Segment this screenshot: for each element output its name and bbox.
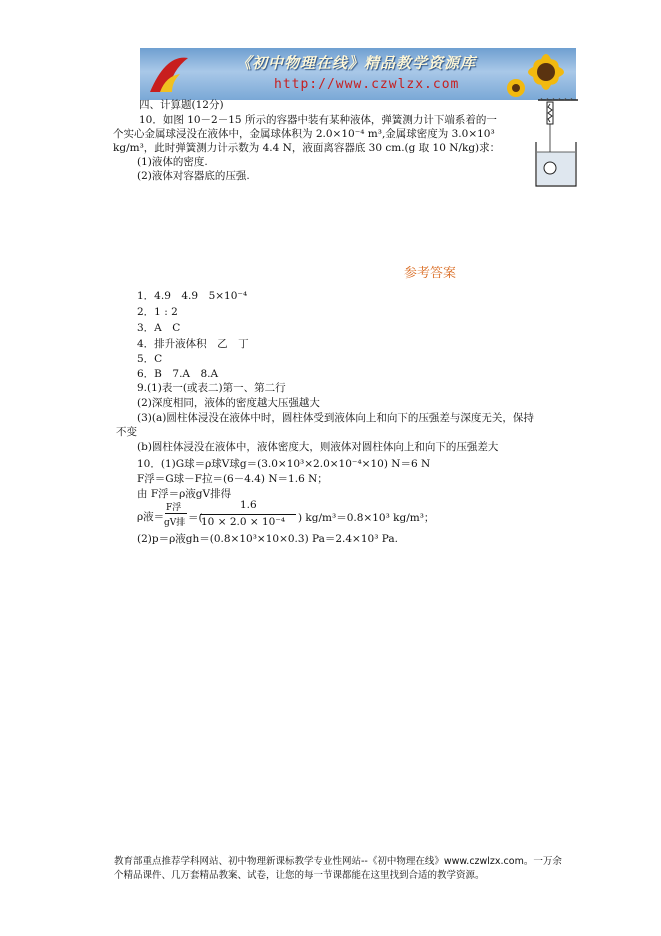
formula-eq: ＝( [188, 512, 203, 524]
answer-item: F浮＝G球－F拉＝(6－4.4) N＝1.6 N； [137, 473, 328, 485]
question-line: (2)液体对容器底的压强. [137, 170, 250, 182]
banner-title: 《初中物理在线》精品教学资源库 [236, 54, 477, 72]
spring-scale-container-figure [532, 98, 580, 190]
answer-item: (2)深度相同，液体的密度越大压强越大 [137, 397, 320, 409]
answer-item: 4．排升液体积 乙 丁 [137, 338, 249, 350]
answer-item: 由 F浮＝ρ液gV排得 [137, 488, 232, 500]
footer-line: 个精品课件、几万套精品教案、试卷，让您的每一节课都能在这里找到合适的教学资源。 [114, 870, 485, 881]
answer-item: (b)圆柱体浸没在液体中，液体密度大，则液体对圆柱体向上和向下的压强差大 [137, 441, 499, 453]
formula-denominator: 10 × 2.0 × 10⁻⁴ [201, 516, 286, 528]
formula-frac-bottom: gV排 [164, 518, 186, 528]
question-line: 10．如图 10－2－15 所示的容器中装有某种液体，弹簧测力计下端系着的一 [139, 114, 497, 126]
question-line: 个实心金属球浸没在液体中，金属球体积为 2.0×10⁻⁴ m³,金属球密度为 3.0×10³ [113, 128, 495, 140]
answer-item: 6．B 7.A 8.A [137, 368, 219, 380]
question-line: kg/m³，此时弹簧测力计示数为 4.4 N，液面离容器底 30 cm.(g 取 10 N/kg)求： [113, 142, 501, 154]
answers-title: 参考答案 [404, 266, 457, 281]
answer-item: 9.(1)表一(或表二)第一、第二行 [137, 382, 286, 394]
logo-icon [146, 52, 192, 96]
banner-url[interactable]: http://www.czwlzx.com [274, 77, 460, 92]
answer-item: (2)p＝ρ液gh＝(0.8×10³×10×0.3) Pa＝2.4×10³ Pa. [137, 533, 398, 545]
footer-line: 教育部重点推荐学科网站、初中物理新课标教学专业性网站--《初中物理在线》www.czwlzx.com。一万余 [114, 856, 562, 867]
fraction-bar [200, 514, 296, 515]
answer-item: 不变 [116, 426, 137, 438]
answer-item: 2．1 : 2 [137, 306, 178, 318]
answer-item: 3．A C [137, 322, 181, 334]
section-heading: 四、计算题(12分) [139, 99, 224, 111]
sunflower-icon [506, 48, 570, 100]
formula-frac-top: F浮 [166, 503, 182, 513]
answer-item: 1．4.9 4.9 5×10⁻⁴ [137, 290, 248, 302]
formula-numerator: 1.6 [240, 499, 257, 511]
answer-item: 5．C [137, 353, 163, 365]
footer [114, 855, 584, 883]
header-banner [140, 48, 576, 100]
formula-tail: ) kg/m³＝0.8×10³ kg/m³； [298, 512, 435, 524]
fraction-bar [165, 513, 187, 514]
question-line: (1)液体的密度. [137, 156, 208, 168]
answer-item: 10．(1)G球＝ρ球V球g＝(3.0×10³×2.0×10⁻⁴×10) N＝6 N [137, 458, 431, 470]
answer-item: (3)(a)圆柱体浸没在液体中时，圆柱体受到液体向上和向下的压强差与深度无关，保持 [137, 412, 534, 424]
formula-prefix: ρ液＝ [137, 511, 165, 523]
